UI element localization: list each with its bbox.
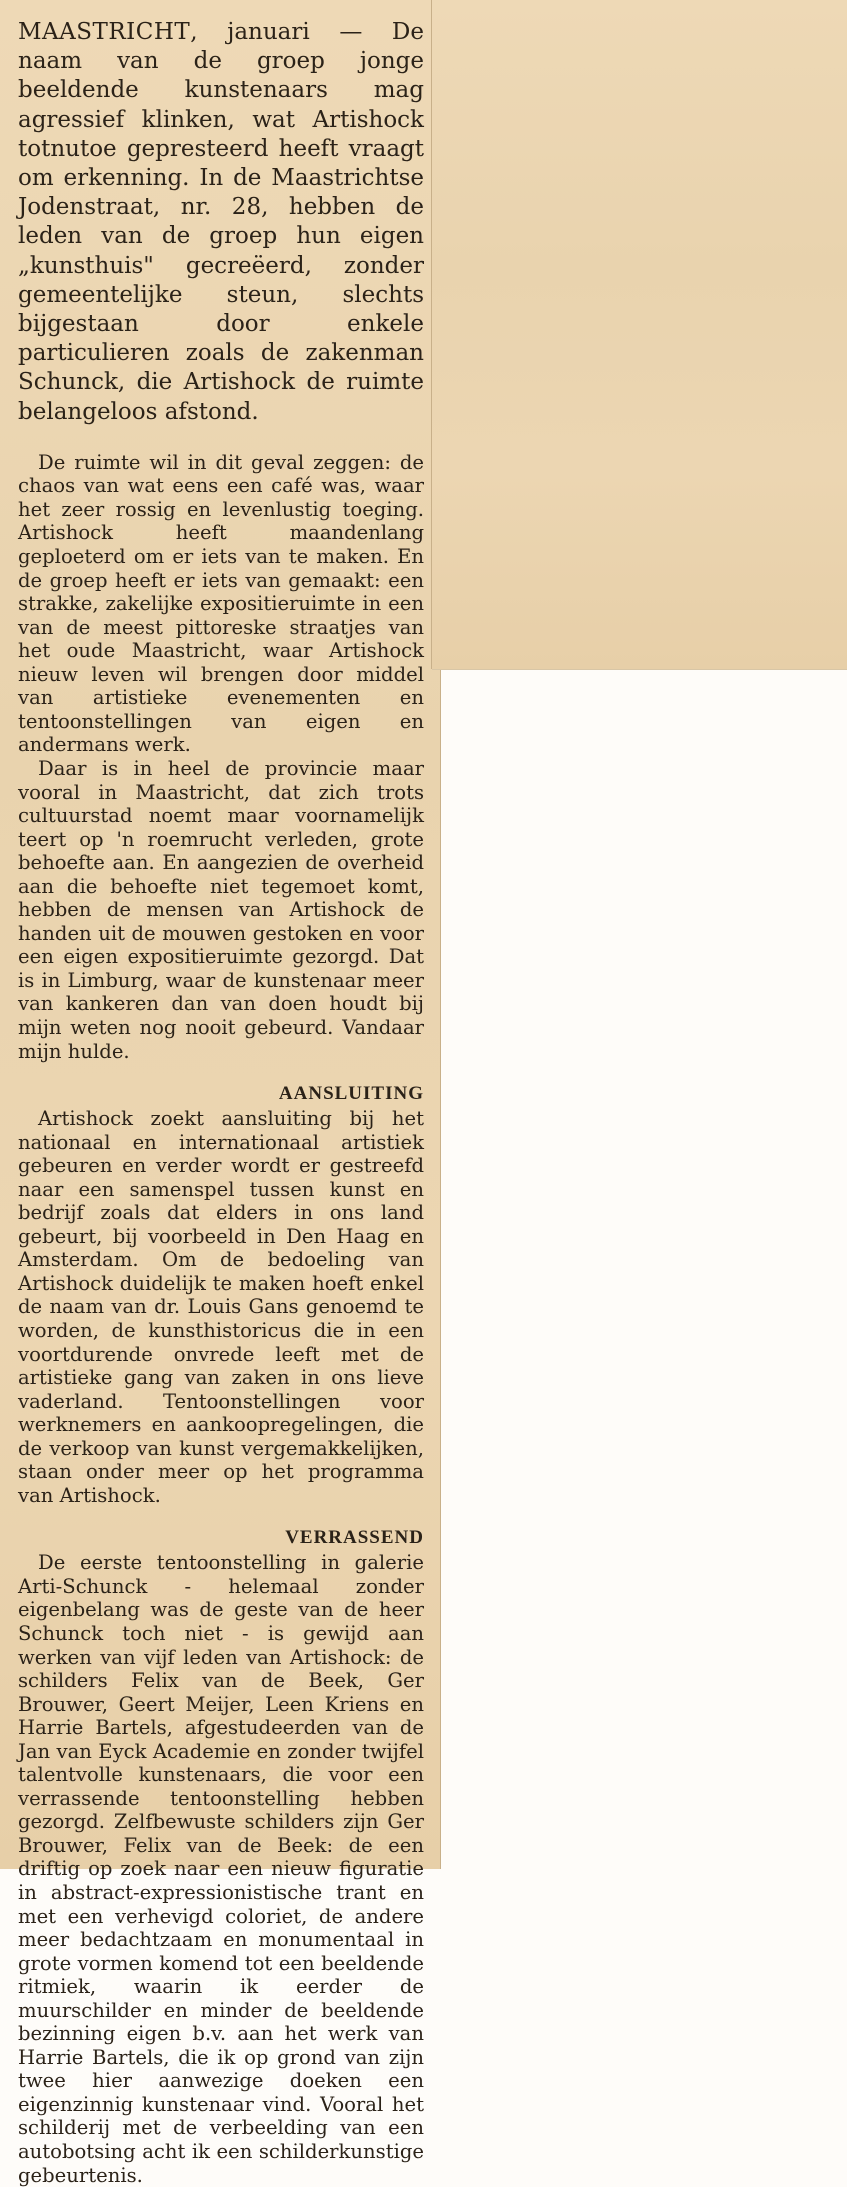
paragraph-1: De ruimte wil in dit geval zeggen: de chaos van wat eens een café was, waar het zeer rossig en levenlustig toeging. Artishock heeft maandenlang geploeterd om er iets van te maken. En de groep heeft er iets van gemaakt: een strakke, zakelijke expositieruimte in een van de meest pittoreske straatjes van het oude Maastricht, waar Artishock nieuw leven wil brengen door middel van artistieke evenementen en tentoonstellingen van eigen en andermans werk.	[18, 450, 424, 757]
paragraph-4: De eerste tentoonstelling in galerie Arti-Schunck - helemaal zonder eigenbelang was de geste van de heer Schunck toch niet - is gewijd aan werken van vijf leden van Artishock: de schilders Felix van de Beek, Ger Brouwer, Geert Meijer, Leen Kriens en Harrie Bartels, afgestudeerden van de Jan van Eyck Academie en zonder twijfel talentvolle kunstenaars, die voor een verrassende tentoonstelling hebben gezorgd. Zelfbewuste schilders zijn Ger Brouwer, Felix van de Beek: de een driftig op zoek naar een nieuw figuratie in abstract-expressionistische trant en met een verhevigd coloriet, de andere meer bedachtzaam en monumentaal in grote vormen komend tot een beeldende ritmiek, waarin ik eerder de muurschilder en minder de beeldende bezinning eigen b.v. aan het werk van Harrie Bartels, die ik op grond van zijn twee hier aanwezige doeken een eigenzinnig kunstenaar vind. Vooral het schilderij met de verbeelding van een autobotsing acht ik een schilderkunstige gebeurtenis.	[18, 1551, 424, 2187]
lead-text: , januari — De naam van de groep jonge beeldende kunstenaars mag agressief klinken, wat Artishock totnutoe gepresteerd heeft vraagt om erkenning. In de Maastrichtse Jodenstraat, nr. 28, hebben de leden van de groep hun eigen „kunsthuis" gecreëerd, zonder gemeentelijke steun, slechts bijgestaan door enkele particulieren zoals de zakenman Schunck, die Artishock de ruimte belangeloos afstond.	[18, 19, 424, 425]
clipping-column-right	[431, 0, 847, 669]
article-lead	[18, 18, 424, 427]
subheading-verrassend: VERRASSEND	[285, 1527, 424, 1549]
column-left-text	[18, 18, 424, 2187]
paragraph-2: Daar is in heel de provincie maar vooral in Maastricht, dat zich trots cultuurstad noemt maar voornamelijk teert op 'n roemrucht verleden, grote behoefte aan. En aangezien de overheid aan die behoefte niet tegemoet komt, hebben de mensen van Artishock de handen uit de mouwen gestoken en voor een eigen expositieruimte gezorgd. Dat is in Limburg, waar de kunstenaar meer van kankeren dan van doen houdt bij mijn weten nog nooit gebeurd. Vandaar mijn hulde.	[18, 756, 424, 1063]
paragraph-3: Artishock zoekt aansluiting bij het nationaal en internationaal artistiek gebeuren en verder wordt er gestreefd naar een samenspel tussen kunst en bedrijf zoals dat elders in ons land gebeurt, bij voorbeeld in Den Haag en Amsterdam. Om de bedoeling van Artishock duidelijk te maken hoeft enkel de naam van dr. Louis Gans genoemd te worden, de kunsthistoricus die in een voortdurende onvrede leeft met de artistieke gang van zaken in ons lieve vaderland. Tentoonstellingen voor werknemers en aankoopregelingen, die de verkoop van kunst vergemakkelijken, staan onder meer op het programma van Artishock.	[18, 1107, 424, 1507]
dateline-place: MAASTRICHT	[18, 19, 191, 45]
subheading-aansluiting: AANSLUITING	[278, 1083, 424, 1105]
